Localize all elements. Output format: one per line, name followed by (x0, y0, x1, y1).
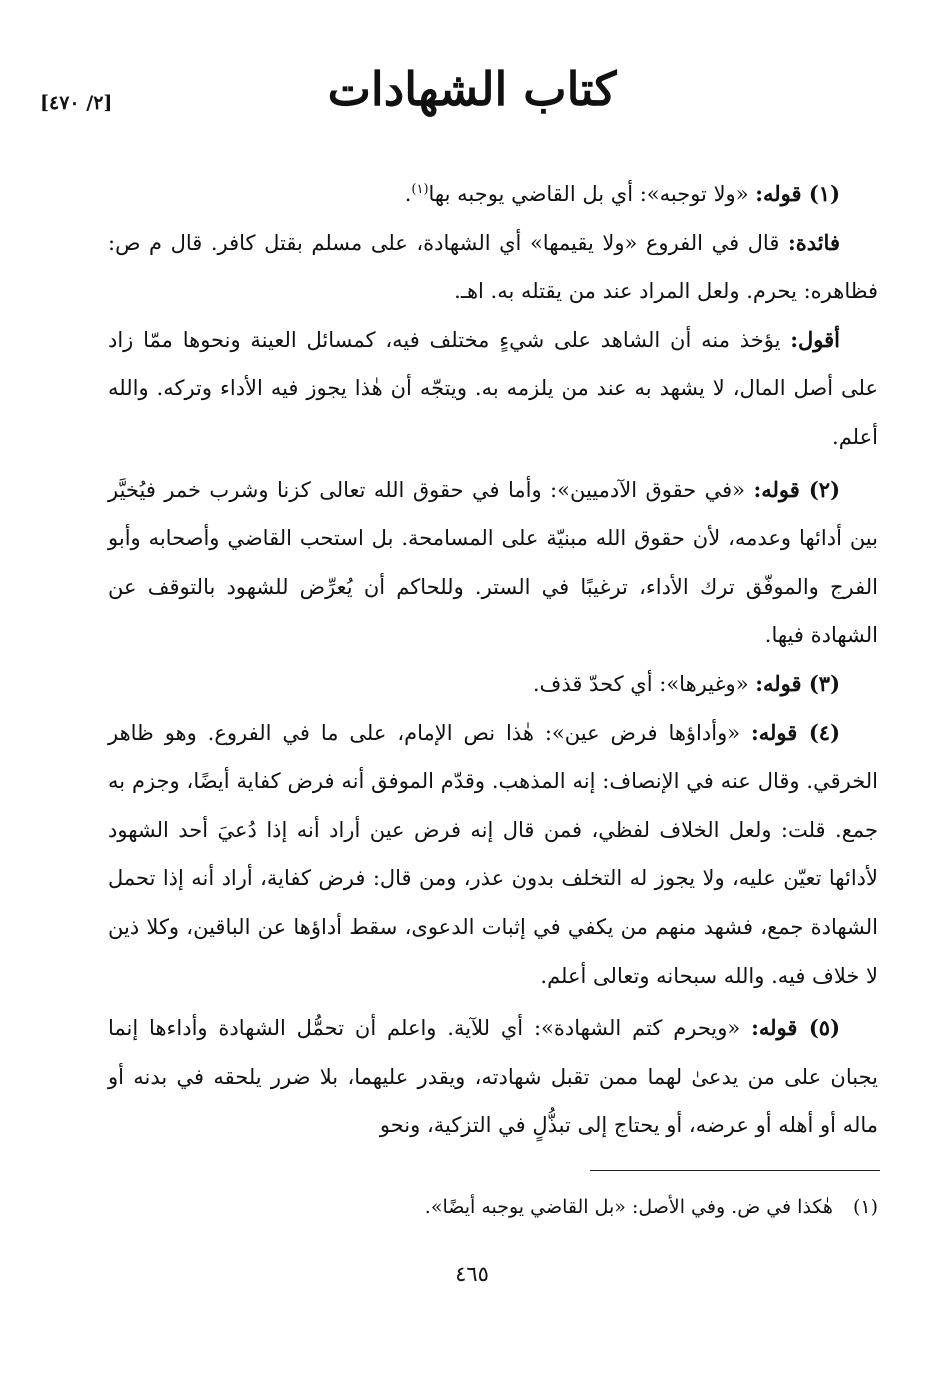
paragraph-lead: (٣) قوله: (755, 670, 840, 696)
footnote-marker: (١) (411, 182, 429, 197)
paragraph-2 (108, 219, 878, 316)
paragraph-text: قال في الفروع «ولا يقيمها» أي الشهادة، على مسلم بقتل كافر. قال م ص: فظاهره: يحرم. ولعل المراد عند من يقتله به. اهـ. (108, 230, 878, 304)
paragraph-3 (108, 316, 878, 462)
paragraph-text: «ويحرم كتم الشهادة»: أي للآية. واعلم أن تحمُّل الشهادة وأداءها إنما يجبان على من يدعىٰ لهما ممن تقبل شهادته، ويقدر عليهما، بلا ضرر يلحقه في بدنه أو ماله أو أهله أو عرضه، أو يحتاج إلى تبذُّلٍ في التزكية، ونحو (108, 1016, 878, 1138)
footnote-text: هٰكذا في ض. وفي الأصل: «بل القاضي يوجبه أيضًا». (424, 1196, 833, 1218)
paragraph-tail: . (404, 182, 412, 206)
chapter-title: كتاب الشهادات (327, 62, 617, 116)
paragraph-text: «في حقوق الآدميين»: وأما في حقوق الله تعالى كزنا وشرب خمر فيُخيَّر بين أدائها وعدمه، لأن حقوق الله مبنيّة على المسامحة. بل استحب القاضي وأصحابه وأبو الفرج والموفّق ترك الأداء، ترغيبًا في الستر. وللحاكم أن يُعرِّض للشهود بالتوقف عن الشهادة فيها. (108, 477, 878, 648)
paragraph-text: يؤخذ منه أن الشاهد على شيءٍ مختلف فيه، كمسائل العينة ونحوها ممّا زاد على أصل المال، لا يشهد به عند من يلزمه به. ويتجّه أن هٰذا يجوز فيه الأداء وتركه. والله أعلم. (108, 327, 878, 449)
paragraph-lead: أقول: (790, 326, 840, 352)
main-text (108, 170, 878, 1150)
paragraph-7 (108, 1004, 878, 1150)
paragraph-text: «وأداؤها فرض عين»: هٰذا نص الإمام، على ما في الفروع. وهو ظاهر الخرقي. وقال عنه في الإنصاف: إنه المذهب. وقدّم الموفق أنه فرض كفاية أيضًا، وجزم به جمع. قلت: ولعل الخلاف لفظي، فمن قال إنه فرض عين أراد أنه إذا دُعيَ أحد الشهود لأدائها تعيّن عليه، ولا يجوز له التخلف بدون عذر، ومن قال: فرض كفاية، أراد أنه إذا تحمل الشهادة جمع، فشهد منهم من يكفي في إثبات الدعوى، سقط أداؤها عن الباقين، وكلا ذين لا خلاف فيه. والله سبحانه وتعالى أعلم. (108, 720, 878, 988)
paragraph-5 (108, 660, 878, 709)
page-number: ٤٦٥ (455, 1262, 489, 1286)
volume-page-reference: [٢/ ٤٧٠] (40, 92, 113, 114)
paragraph-4 (108, 466, 878, 660)
footnote-divider (590, 1170, 880, 1171)
paragraph-1 (108, 170, 878, 219)
paragraph-lead: فائدة: (787, 229, 840, 255)
paragraph-6 (108, 709, 878, 1001)
paragraph-lead: (١) قوله: (755, 181, 840, 206)
paragraph-lead: (٤) قوله: (751, 719, 841, 745)
footnote (108, 1196, 878, 1218)
paragraph-lead: (٢) قوله: (753, 476, 840, 502)
paragraph-text: «ولا توجبه»: أي بل القاضي يوجبه بها (428, 182, 756, 206)
footnote-number: (١) (852, 1196, 878, 1218)
paragraph-lead: (٥) قوله: (751, 1015, 841, 1041)
paragraph-text: «وغيرها»: أي كحدّ قذف. (532, 671, 756, 696)
